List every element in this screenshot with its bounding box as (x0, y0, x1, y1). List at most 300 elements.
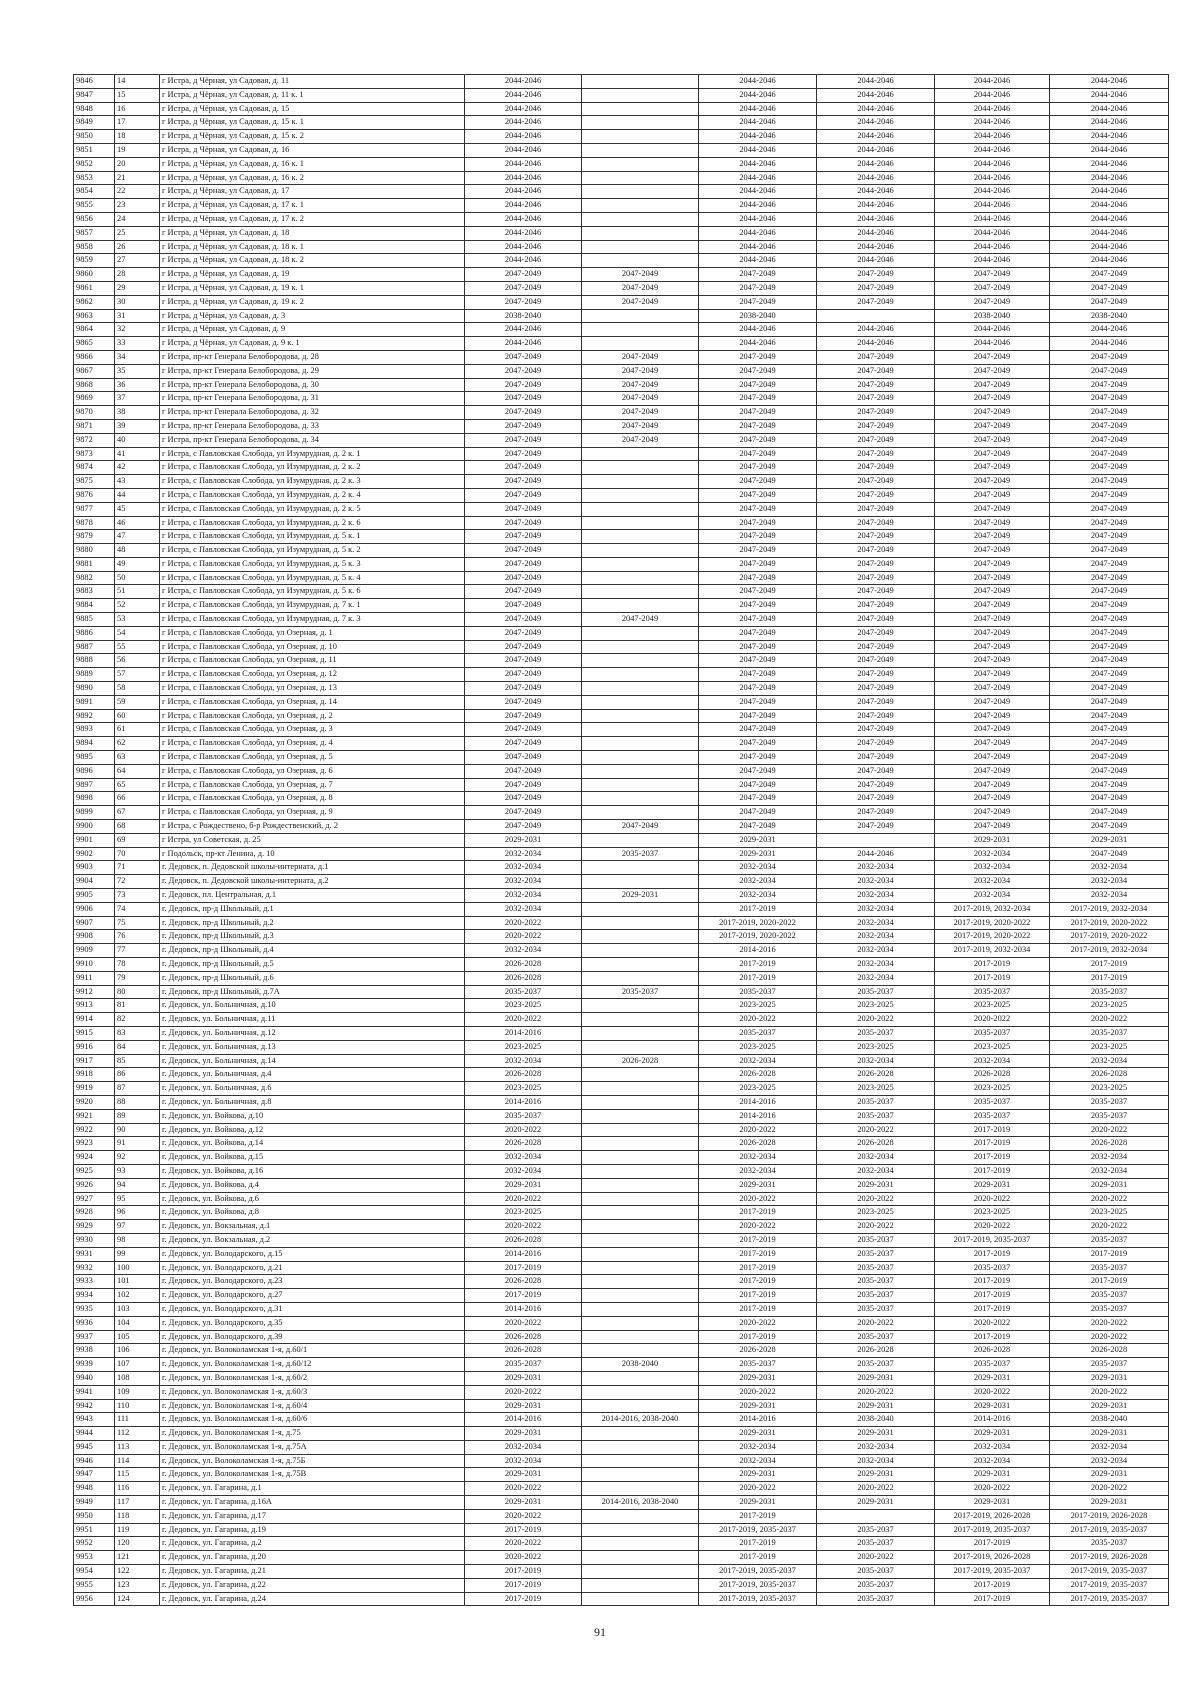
address-cell: г Истра, с Павловская Слобода, ул Изумрудная, д. 2 к. 1 (160, 447, 465, 461)
row-id-cell: 9896 (74, 764, 115, 778)
period-cell-2 (582, 516, 699, 530)
period-cell-2 (582, 764, 699, 778)
period-cell-2 (582, 185, 699, 199)
period-cell-4: 2044-2046 (817, 143, 935, 157)
table-row (74, 613, 1169, 627)
period-cell-6: 2032-2034 (1050, 861, 1169, 875)
table-row (74, 1082, 1169, 1096)
period-cell-4: 2047-2049 (817, 806, 935, 820)
row-id-cell: 9908 (74, 930, 115, 944)
period-cell-6: 2017-2019, 2035-2037 (1050, 1578, 1169, 1592)
row-id-cell: 9852 (74, 157, 115, 171)
address-cell: г Истра, с Павловская Слобода, ул Озерная, д. 14 (160, 695, 465, 709)
row-number-cell: 59 (115, 695, 160, 709)
period-cell-6: 2020-2022 (1050, 1013, 1169, 1027)
row-number-cell: 58 (115, 682, 160, 696)
period-cell-4: 2029-2031 (817, 1468, 935, 1482)
period-cell-5: 2032-2034 (935, 889, 1050, 903)
table-row (74, 723, 1169, 737)
row-id-cell: 9945 (74, 1440, 115, 1454)
row-number-cell: 63 (115, 751, 160, 765)
period-cell-6: 2047-2049 (1050, 544, 1169, 558)
table-row (74, 116, 1169, 130)
period-cell-2 (582, 75, 699, 89)
row-id-cell: 9934 (74, 1289, 115, 1303)
period-cell-3: 2047-2049 (699, 820, 817, 834)
period-cell-5: 2047-2049 (935, 281, 1050, 295)
period-cell-3: 2044-2046 (699, 199, 817, 213)
period-cell-3: 2044-2046 (699, 171, 817, 185)
period-cell-4: 2035-2037 (817, 1233, 935, 1247)
row-number-cell: 97 (115, 1220, 160, 1234)
row-number-cell: 74 (115, 902, 160, 916)
period-cell-2: 2029-2031 (582, 889, 699, 903)
address-cell: г. Дедовск, ул. Войкова, д.16 (160, 1164, 465, 1178)
period-cell-2 (582, 1316, 699, 1330)
period-cell-5: 2047-2049 (935, 820, 1050, 834)
row-number-cell: 115 (115, 1468, 160, 1482)
address-cell: г Истра, с Павловская Слобода, ул Озерная, д. 9 (160, 806, 465, 820)
row-id-cell: 9917 (74, 1054, 115, 1068)
period-cell-1: 2038-2040 (465, 309, 582, 323)
period-cell-6: 2035-2037 (1050, 1289, 1169, 1303)
period-cell-4: 2047-2049 (817, 544, 935, 558)
period-cell-6: 2044-2046 (1050, 323, 1169, 337)
period-cell-1: 2020-2022 (465, 1316, 582, 1330)
row-id-cell: 9848 (74, 102, 115, 116)
period-cell-1: 2017-2019 (465, 1565, 582, 1579)
period-cell-4: 2047-2049 (817, 530, 935, 544)
table-row (74, 1040, 1169, 1054)
row-id-cell: 9906 (74, 902, 115, 916)
period-cell-1: 2026-2028 (465, 1068, 582, 1082)
period-cell-6: 2032-2034 (1050, 889, 1169, 903)
period-cell-6: 2047-2049 (1050, 778, 1169, 792)
period-cell-1: 2032-2034 (465, 1054, 582, 1068)
row-number-cell: 118 (115, 1509, 160, 1523)
address-cell: г Истра, пр-кт Генерала Белобородова, д. 33 (160, 419, 465, 433)
row-id-cell: 9863 (74, 309, 115, 323)
period-cell-5: 2044-2046 (935, 88, 1050, 102)
row-id-cell: 9893 (74, 723, 115, 737)
period-cell-4: 2047-2049 (817, 571, 935, 585)
period-cell-1: 2047-2049 (465, 820, 582, 834)
period-cell-1: 2023-2025 (465, 1040, 582, 1054)
period-cell-3: 2026-2028 (699, 1137, 817, 1151)
period-cell-4: 2044-2046 (817, 157, 935, 171)
period-cell-4: 2029-2031 (817, 1178, 935, 1192)
period-cell-5: 2044-2046 (935, 240, 1050, 254)
table-row (74, 1371, 1169, 1385)
table-row (74, 157, 1169, 171)
address-cell: г Истра, д Чёрная, ул Садовая, д. 11 (160, 75, 465, 89)
period-cell-6: 2047-2049 (1050, 695, 1169, 709)
period-cell-2: 2014-2016, 2038-2040 (582, 1413, 699, 1427)
period-cell-3: 2047-2049 (699, 447, 817, 461)
period-cell-1: 2017-2019 (465, 1289, 582, 1303)
period-cell-1: 2047-2049 (465, 419, 582, 433)
table-row (74, 447, 1169, 461)
address-cell: г. Дедовск, ул. Больничная, д.14 (160, 1054, 465, 1068)
table-row (74, 930, 1169, 944)
period-cell-3: 2047-2049 (699, 723, 817, 737)
period-cell-4: 2023-2025 (817, 999, 935, 1013)
table-row (74, 406, 1169, 420)
period-cell-2 (582, 875, 699, 889)
period-cell-6: 2044-2046 (1050, 240, 1169, 254)
row-id-cell: 9950 (74, 1509, 115, 1523)
period-cell-5: 2020-2022 (935, 1220, 1050, 1234)
period-cell-2 (582, 1275, 699, 1289)
table-row (74, 1399, 1169, 1413)
period-cell-2 (582, 1440, 699, 1454)
period-cell-3: 2032-2034 (699, 1440, 817, 1454)
address-cell: г. Дедовск, ул. Володарского, д.39 (160, 1330, 465, 1344)
period-cell-3: 2047-2049 (699, 585, 817, 599)
address-cell: г. Дедовск, пр-д Школьный, д.7А (160, 985, 465, 999)
row-number-cell: 60 (115, 709, 160, 723)
row-id-cell: 9901 (74, 833, 115, 847)
period-cell-6: 2032-2034 (1050, 1440, 1169, 1454)
period-cell-6: 2029-2031 (1050, 833, 1169, 847)
table-row (74, 88, 1169, 102)
period-cell-5: 2017-2019 (935, 1592, 1050, 1606)
address-cell: г. Дедовск, ул. Гагарина, д.20 (160, 1551, 465, 1565)
row-id-cell: 9933 (74, 1275, 115, 1289)
row-number-cell: 24 (115, 212, 160, 226)
table-body (74, 75, 1169, 1606)
period-cell-5: 2029-2031 (935, 1178, 1050, 1192)
address-cell: г. Дедовск, пр-д Школьный, д.4 (160, 944, 465, 958)
period-cell-1: 2029-2031 (465, 1178, 582, 1192)
table-row (74, 1261, 1169, 1275)
table-row (74, 392, 1169, 406)
address-cell: г. Дедовск, ул. Волоколамская 1-я, д.75А (160, 1440, 465, 1454)
table-row (74, 626, 1169, 640)
row-number-cell: 71 (115, 861, 160, 875)
period-cell-1: 2047-2049 (465, 433, 582, 447)
row-id-cell: 9856 (74, 212, 115, 226)
period-cell-6: 2035-2037 (1050, 985, 1169, 999)
row-id-cell: 9874 (74, 461, 115, 475)
row-number-cell: 99 (115, 1247, 160, 1261)
row-id-cell: 9954 (74, 1565, 115, 1579)
row-id-cell: 9898 (74, 792, 115, 806)
address-cell: г Истра, д Чёрная, ул Садовая, д. 16 к. 2 (160, 171, 465, 185)
row-id-cell: 9916 (74, 1040, 115, 1054)
period-cell-5: 2044-2046 (935, 226, 1050, 240)
period-cell-5: 2047-2049 (935, 392, 1050, 406)
period-cell-2 (582, 723, 699, 737)
period-cell-5: 2017-2019, 2020-2022 (935, 930, 1050, 944)
row-id-cell: 9885 (74, 613, 115, 627)
period-cell-2 (582, 1468, 699, 1482)
period-cell-6: 2044-2046 (1050, 185, 1169, 199)
period-cell-3: 2044-2046 (699, 240, 817, 254)
period-cell-5: 2020-2022 (935, 1385, 1050, 1399)
period-cell-3: 2032-2034 (699, 1054, 817, 1068)
address-cell: г. Дедовск, ул. Войкова, д.10 (160, 1109, 465, 1123)
period-cell-4: 2047-2049 (817, 599, 935, 613)
period-cell-5: 2047-2049 (935, 778, 1050, 792)
table-row (74, 695, 1169, 709)
period-cell-5: 2032-2034 (935, 1054, 1050, 1068)
period-cell-6: 2020-2022 (1050, 1482, 1169, 1496)
period-cell-6: 2047-2049 (1050, 626, 1169, 640)
period-cell-5: 2035-2037 (935, 1026, 1050, 1040)
period-cell-5: 2017-2019 (935, 1123, 1050, 1137)
period-cell-5: 2035-2037 (935, 1095, 1050, 1109)
period-cell-1: 2017-2019 (465, 1261, 582, 1275)
period-cell-2 (582, 254, 699, 268)
row-number-cell: 85 (115, 1054, 160, 1068)
address-cell: г. Дедовск, ул. Больничная, д.11 (160, 1013, 465, 1027)
period-cell-6: 2047-2049 (1050, 433, 1169, 447)
period-cell-3: 2029-2031 (699, 1399, 817, 1413)
period-cell-1: 2026-2028 (465, 971, 582, 985)
period-cell-5: 2026-2028 (935, 1344, 1050, 1358)
row-number-cell: 18 (115, 130, 160, 144)
period-cell-4: 2047-2049 (817, 557, 935, 571)
row-id-cell: 9894 (74, 737, 115, 751)
table-row (74, 1578, 1169, 1592)
table-row (74, 185, 1169, 199)
address-cell: г Истра, с Павловская Слобода, ул Озерная, д. 13 (160, 682, 465, 696)
address-cell: г Истра, пр-кт Генерала Белобородова, д. 28 (160, 350, 465, 364)
period-cell-4: 2044-2046 (817, 130, 935, 144)
address-cell: г Истра, с Павловская Слобода, ул Изумрудная, д. 2 к. 6 (160, 516, 465, 530)
period-cell-4: 2044-2046 (817, 254, 935, 268)
period-cell-3: 2023-2025 (699, 1040, 817, 1054)
period-cell-5: 2020-2022 (935, 1192, 1050, 1206)
period-cell-5: 2017-2019, 2026-2028 (935, 1551, 1050, 1565)
period-cell-2: 2026-2028 (582, 1054, 699, 1068)
period-cell-5: 2023-2025 (935, 1040, 1050, 1054)
row-id-cell: 9919 (74, 1082, 115, 1096)
period-cell-1: 2047-2049 (465, 599, 582, 613)
period-cell-3: 2020-2022 (699, 1123, 817, 1137)
row-id-cell: 9881 (74, 557, 115, 571)
address-cell: г Истра, с Павловская Слобода, ул Озерная, д. 7 (160, 778, 465, 792)
period-cell-2 (582, 792, 699, 806)
period-cell-3: 2032-2034 (699, 861, 817, 875)
address-cell: г. Дедовск, ул. Войкова, д.15 (160, 1151, 465, 1165)
row-id-cell: 9861 (74, 281, 115, 295)
period-cell-1: 2032-2034 (465, 1164, 582, 1178)
period-cell-1: 2047-2049 (465, 613, 582, 627)
row-id-cell: 9866 (74, 350, 115, 364)
period-cell-4: 2047-2049 (817, 488, 935, 502)
row-id-cell: 9940 (74, 1371, 115, 1385)
address-cell: г. Дедовск, ул. Волоколамская 1-я, д.60/2 (160, 1371, 465, 1385)
period-cell-4: 2047-2049 (817, 778, 935, 792)
period-cell-2: 2035-2037 (582, 985, 699, 999)
period-cell-6: 2038-2040 (1050, 1413, 1169, 1427)
table-row (74, 488, 1169, 502)
row-id-cell: 9875 (74, 475, 115, 489)
period-cell-6: 2047-2049 (1050, 378, 1169, 392)
period-cell-4: 2035-2037 (817, 1026, 935, 1040)
period-cell-2 (582, 751, 699, 765)
period-cell-6: 2047-2049 (1050, 613, 1169, 627)
period-cell-2: 2038-2040 (582, 1358, 699, 1372)
period-cell-4: 2044-2046 (817, 185, 935, 199)
row-id-cell: 9941 (74, 1385, 115, 1399)
period-cell-5: 2044-2046 (935, 143, 1050, 157)
address-cell: г. Дедовск, ул. Володарского, д.31 (160, 1302, 465, 1316)
period-cell-4: 2020-2022 (817, 1123, 935, 1137)
period-cell-3: 2047-2049 (699, 709, 817, 723)
address-cell: г Истра, д Чёрная, ул Садовая, д. 19 (160, 268, 465, 282)
period-cell-2: 2047-2049 (582, 378, 699, 392)
period-cell-3: 2014-2016 (699, 1109, 817, 1123)
table-row (74, 1551, 1169, 1565)
period-cell-1: 2044-2046 (465, 199, 582, 213)
period-cell-5: 2017-2019 (935, 1330, 1050, 1344)
period-cell-5: 2044-2046 (935, 157, 1050, 171)
period-cell-3: 2017-2019 (699, 1509, 817, 1523)
table-row (74, 268, 1169, 282)
address-cell: г. Дедовск, ул. Гагарина, д.17 (160, 1509, 465, 1523)
period-cell-3: 2020-2022 (699, 1316, 817, 1330)
period-cell-3: 2017-2019 (699, 1275, 817, 1289)
period-cell-1: 2044-2046 (465, 75, 582, 89)
row-number-cell: 45 (115, 502, 160, 516)
period-cell-1: 2029-2031 (465, 1371, 582, 1385)
period-cell-6: 2047-2049 (1050, 295, 1169, 309)
period-cell-3: 2047-2049 (699, 806, 817, 820)
period-cell-1: 2047-2049 (465, 751, 582, 765)
address-cell: г. Дедовск, ул. Гагарина, д.16А (160, 1496, 465, 1510)
row-number-cell: 23 (115, 199, 160, 213)
period-cell-5: 2029-2031 (935, 1468, 1050, 1482)
period-cell-3: 2047-2049 (699, 516, 817, 530)
period-cell-2 (582, 640, 699, 654)
address-cell: г Истра, д Чёрная, ул Садовая, д. 19 к. 2 (160, 295, 465, 309)
period-cell-2 (582, 958, 699, 972)
row-number-cell: 31 (115, 309, 160, 323)
period-cell-1: 2044-2046 (465, 116, 582, 130)
period-cell-6: 2044-2046 (1050, 226, 1169, 240)
period-cell-4: 2026-2028 (817, 1068, 935, 1082)
row-number-cell: 50 (115, 571, 160, 585)
period-cell-5: 2047-2049 (935, 557, 1050, 571)
period-cell-5: 2017-2019 (935, 1537, 1050, 1551)
period-cell-2 (582, 585, 699, 599)
period-cell-1: 2014-2016 (465, 1095, 582, 1109)
table-row (74, 1496, 1169, 1510)
period-cell-5: 2017-2019, 2020-2022 (935, 916, 1050, 930)
address-cell: г Истра, с Павловская Слобода, ул Озерная, д. 8 (160, 792, 465, 806)
row-id-cell: 9872 (74, 433, 115, 447)
period-cell-5: 2032-2034 (935, 847, 1050, 861)
period-cell-1: 2047-2049 (465, 723, 582, 737)
period-cell-3: 2044-2046 (699, 130, 817, 144)
period-cell-2 (582, 1026, 699, 1040)
table-row (74, 889, 1169, 903)
period-cell-2 (582, 1509, 699, 1523)
table-row (74, 1565, 1169, 1579)
period-cell-6: 2044-2046 (1050, 75, 1169, 89)
period-cell-3: 2047-2049 (699, 792, 817, 806)
period-cell-6: 2047-2049 (1050, 364, 1169, 378)
row-number-cell: 108 (115, 1371, 160, 1385)
period-cell-4: 2047-2049 (817, 723, 935, 737)
row-number-cell: 79 (115, 971, 160, 985)
row-id-cell: 9914 (74, 1013, 115, 1027)
table-row (74, 1482, 1169, 1496)
period-cell-2: 2047-2049 (582, 406, 699, 420)
row-id-cell: 9947 (74, 1468, 115, 1482)
period-cell-3: 2014-2016 (699, 1413, 817, 1427)
period-cell-6: 2047-2049 (1050, 406, 1169, 420)
period-cell-2 (582, 971, 699, 985)
period-cell-4: 2047-2049 (817, 433, 935, 447)
period-cell-2: 2047-2049 (582, 613, 699, 627)
period-cell-3: 2017-2019, 2020-2022 (699, 930, 817, 944)
period-cell-2 (582, 1399, 699, 1413)
period-cell-3: 2044-2046 (699, 88, 817, 102)
period-cell-2: 2047-2049 (582, 268, 699, 282)
period-cell-3: 2047-2049 (699, 599, 817, 613)
row-id-cell: 9886 (74, 626, 115, 640)
period-cell-5: 2017-2019 (935, 1151, 1050, 1165)
period-cell-3: 2014-2016 (699, 1095, 817, 1109)
table-row (74, 654, 1169, 668)
period-cell-4: 2029-2031 (817, 1496, 935, 1510)
period-cell-3: 2029-2031 (699, 833, 817, 847)
row-id-cell: 9951 (74, 1523, 115, 1537)
period-cell-6: 2032-2034 (1050, 1164, 1169, 1178)
table-row (74, 143, 1169, 157)
row-number-cell: 32 (115, 323, 160, 337)
period-cell-4: 2047-2049 (817, 475, 935, 489)
period-cell-2 (582, 861, 699, 875)
row-id-cell: 9869 (74, 392, 115, 406)
table-row (74, 1440, 1169, 1454)
period-cell-3: 2029-2031 (699, 1496, 817, 1510)
address-cell: г. Дедовск, п. Дедовской школы-интерната, д.2 (160, 875, 465, 889)
table-row (74, 1592, 1169, 1606)
row-id-cell: 9942 (74, 1399, 115, 1413)
row-number-cell: 93 (115, 1164, 160, 1178)
period-cell-4: 2044-2046 (817, 102, 935, 116)
period-cell-5: 2017-2019, 2035-2037 (935, 1233, 1050, 1247)
table-row (74, 544, 1169, 558)
period-cell-2 (582, 709, 699, 723)
period-cell-1: 2020-2022 (465, 930, 582, 944)
period-cell-2 (582, 1330, 699, 1344)
row-number-cell: 26 (115, 240, 160, 254)
period-cell-6: 2047-2049 (1050, 461, 1169, 475)
period-cell-4: 2047-2049 (817, 737, 935, 751)
address-cell: г. Дедовск, ул. Волоколамская 1-я, д.60/3 (160, 1385, 465, 1399)
period-cell-1: 2026-2028 (465, 1330, 582, 1344)
period-cell-1: 2014-2016 (465, 1413, 582, 1427)
row-number-cell: 65 (115, 778, 160, 792)
period-cell-4 (817, 833, 935, 847)
period-cell-6: 2044-2046 (1050, 88, 1169, 102)
period-cell-2 (582, 88, 699, 102)
period-cell-1: 2044-2046 (465, 240, 582, 254)
row-number-cell: 42 (115, 461, 160, 475)
address-cell: г Истра, пр-кт Генерала Белобородова, д. 29 (160, 364, 465, 378)
period-cell-6: 2044-2046 (1050, 212, 1169, 226)
row-number-cell: 22 (115, 185, 160, 199)
row-id-cell: 9929 (74, 1220, 115, 1234)
period-cell-4: 2047-2049 (817, 447, 935, 461)
period-cell-4: 2035-2037 (817, 1537, 935, 1551)
